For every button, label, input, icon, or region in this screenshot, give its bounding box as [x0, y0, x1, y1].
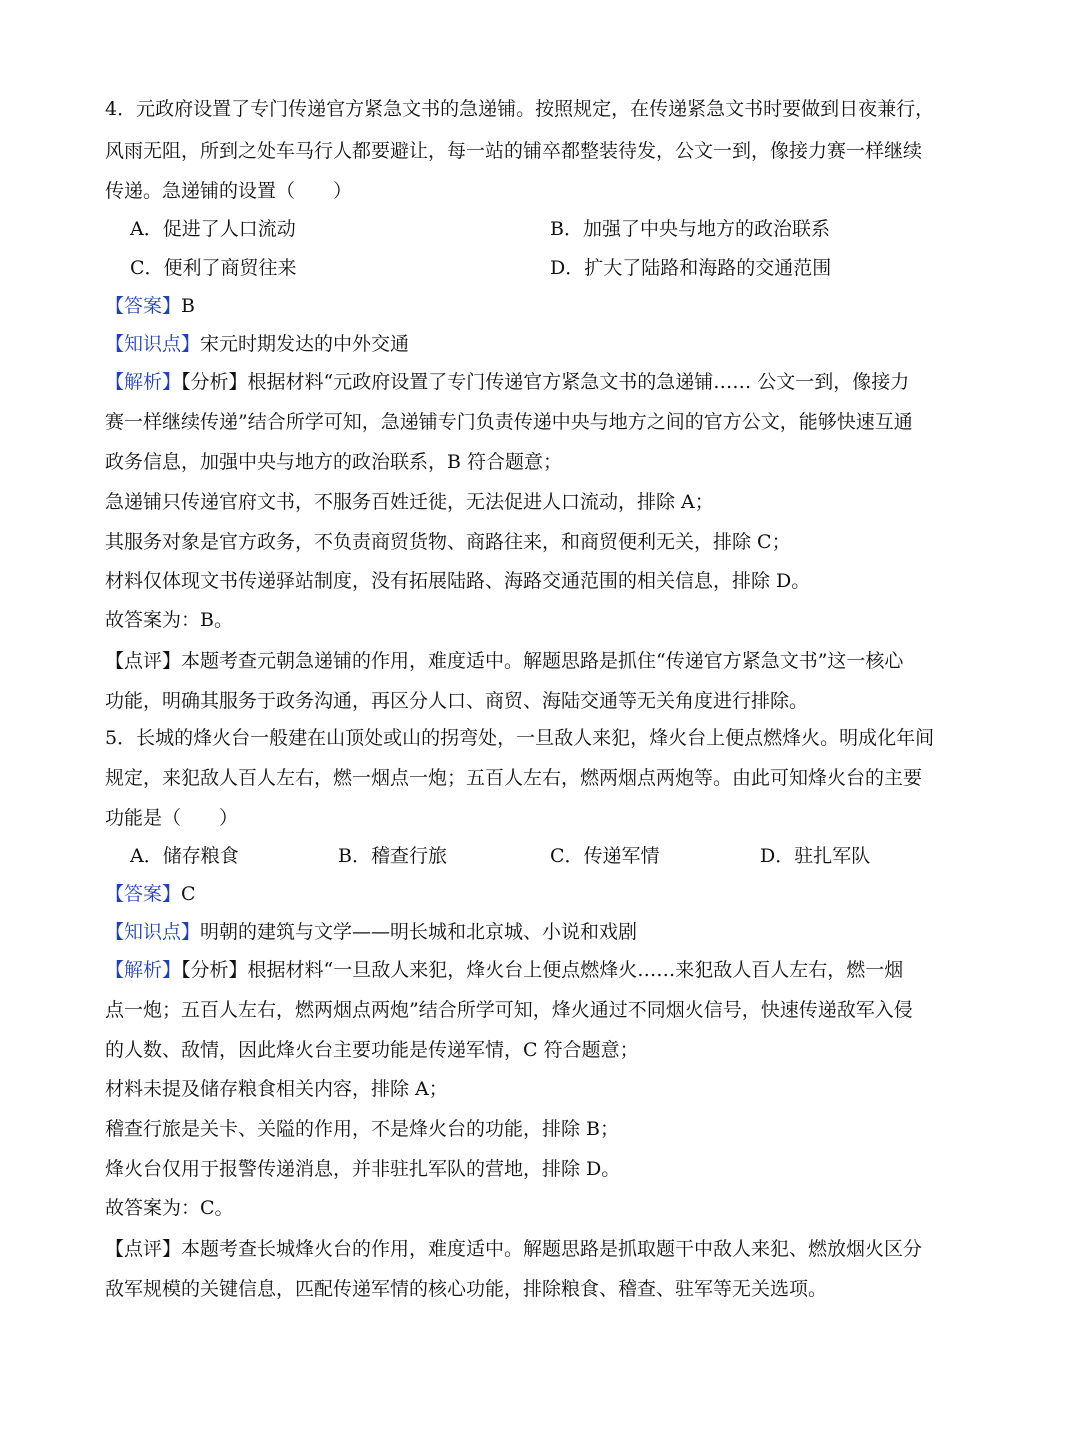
q5-option-c: C．传递军情	[550, 845, 660, 867]
q4-analysis-text-1: 【分析】根据材料“元政府设置了专门传递官方紧急文书的急递铺…… 公文一到，像接力	[181, 371, 910, 393]
q5-analysis-line-7: 故答案为：C。	[105, 1197, 234, 1219]
q4-option-a: A．促进了人口流动	[130, 218, 296, 240]
analysis-tag: 【解析】	[105, 959, 182, 981]
q4-analysis-line-7: 故答案为：B。	[105, 609, 233, 631]
answer-tag: 【答案】	[105, 883, 182, 905]
q5-stem-line-2: 规定，来犯敌人百人左右，燃一烟点一炮；五百人左右，燃两烟点两炮等。由此可知烽火台的主要	[105, 767, 923, 789]
q5-option-d: D．驻扎军队	[760, 845, 871, 867]
q5-answer-line	[105, 881, 975, 907]
q4-stem-line-2: 风雨无阻，所到之处车马行人都要避让，每一站的铺卒都整装待发，公文一到，像接力赛一样继续	[105, 140, 923, 162]
knowledge-tag: 【知识点】	[105, 921, 201, 943]
q5-option-b: B．稽查行旅	[338, 845, 447, 867]
q4-stem-line-1: 4．元政府设置了专门传递官方紧急文书的急递铺。按照规定，在传递紧急文书时要做到日夜兼行，	[105, 98, 935, 120]
q4-review-line-2: 功能，明确其服务于政务沟通，再区分人口、商贸、海陆交通等无关角度进行排除。	[105, 690, 809, 712]
q5-analysis-line-4: 材料未提及储存粮食相关内容，排除 A；	[105, 1078, 448, 1100]
q5-analysis-text-1: 【分析】根据材料“一旦敌人来犯，烽火台上便点燃烽火……来犯敌人百人左右，燃一烟	[181, 959, 904, 981]
q5-review-line-2: 敌军规模的关键信息，匹配传递军情的核心功能，排除粮食、稽查、驻军等无关选项。	[105, 1278, 828, 1300]
q4-stem-line-3: 传递。急递铺的设置（ ）	[105, 180, 353, 202]
q5-stem-line-1: 5．长城的烽火台一般建在山顶处或山的拐弯处，一旦敌人来犯，烽火台上便点燃烽火。明成化年间	[105, 727, 935, 749]
q4-analysis-line-3: 政务信息，加强中央与地方的政治联系，B 符合题意；	[105, 451, 563, 473]
q5-review-line-1: 【点评】本题考查长城烽火台的作用，难度适中。解题思路是抓取题干中敌人来犯、燃放烟火区分	[105, 1238, 923, 1260]
q5-knowledge-line	[105, 919, 975, 945]
q5-analysis-line-2: 点一炮；五百人左右，燃两烟点两炮”结合所学可知，烽火通过不同烟火信号，快速传递敌军入侵	[105, 999, 913, 1021]
q5-analysis-line-1	[105, 957, 975, 983]
q4-analysis-line-1	[105, 369, 975, 395]
analysis-tag: 【解析】	[105, 371, 182, 393]
q4-analysis-line-2: 赛一样继续传递”结合所学可知，急递铺专门负责传递中央与地方之间的官方公文，能够快速互通	[105, 411, 913, 433]
q4-option-c: C．便利了商贸往来	[130, 257, 297, 279]
q5-analysis-line-5: 稽查行旅是关卡、关隘的作用，不是烽火台的功能，排除 B；	[105, 1118, 620, 1140]
q4-analysis-line-5: 其服务对象是官方政务，不负责商贸货物、商路往来，和商贸便利无关，排除 C；	[105, 531, 791, 553]
q4-option-d: D．扩大了陆路和海路的交通范围	[550, 257, 832, 279]
q5-knowledge: 明朝的建筑与文学——明长城和北京城、小说和戏剧	[200, 921, 638, 943]
q5-stem-line-3: 功能是（ ）	[105, 807, 239, 829]
q4-review-line-1: 【点评】本题考查元朝急递铺的作用，难度适中。解题思路是抓住“传递官方紧急文书”这一核心	[105, 650, 904, 672]
q4-analysis-line-6: 材料仅体现文书传递驿站制度，没有拓展陆路、海路交通范围的相关信息，排除 D。	[105, 570, 811, 592]
q4-answer: B	[181, 295, 195, 317]
q4-answer-line	[105, 293, 975, 319]
q5-option-a: A．储存粮食	[130, 845, 239, 867]
q4-analysis-line-4: 急递铺只传递官府文书，不服务百姓迁徙，无法促进人口流动，排除 A；	[105, 491, 714, 513]
q5-analysis-line-3: 的人数、敌情，因此烽火台主要功能是传递军情，C 符合题意；	[105, 1039, 639, 1061]
q4-knowledge: 宋元时期发达的中外交通	[200, 333, 410, 355]
q4-option-b: B．加强了中央与地方的政治联系	[550, 218, 830, 240]
answer-tag: 【答案】	[105, 295, 182, 317]
q4-knowledge-line	[105, 331, 975, 357]
q5-analysis-line-6: 烽火台仅用于报警传递消息，并非驻扎军队的营地，排除 D。	[105, 1158, 621, 1180]
q5-answer: C	[181, 883, 196, 905]
knowledge-tag: 【知识点】	[105, 333, 201, 355]
